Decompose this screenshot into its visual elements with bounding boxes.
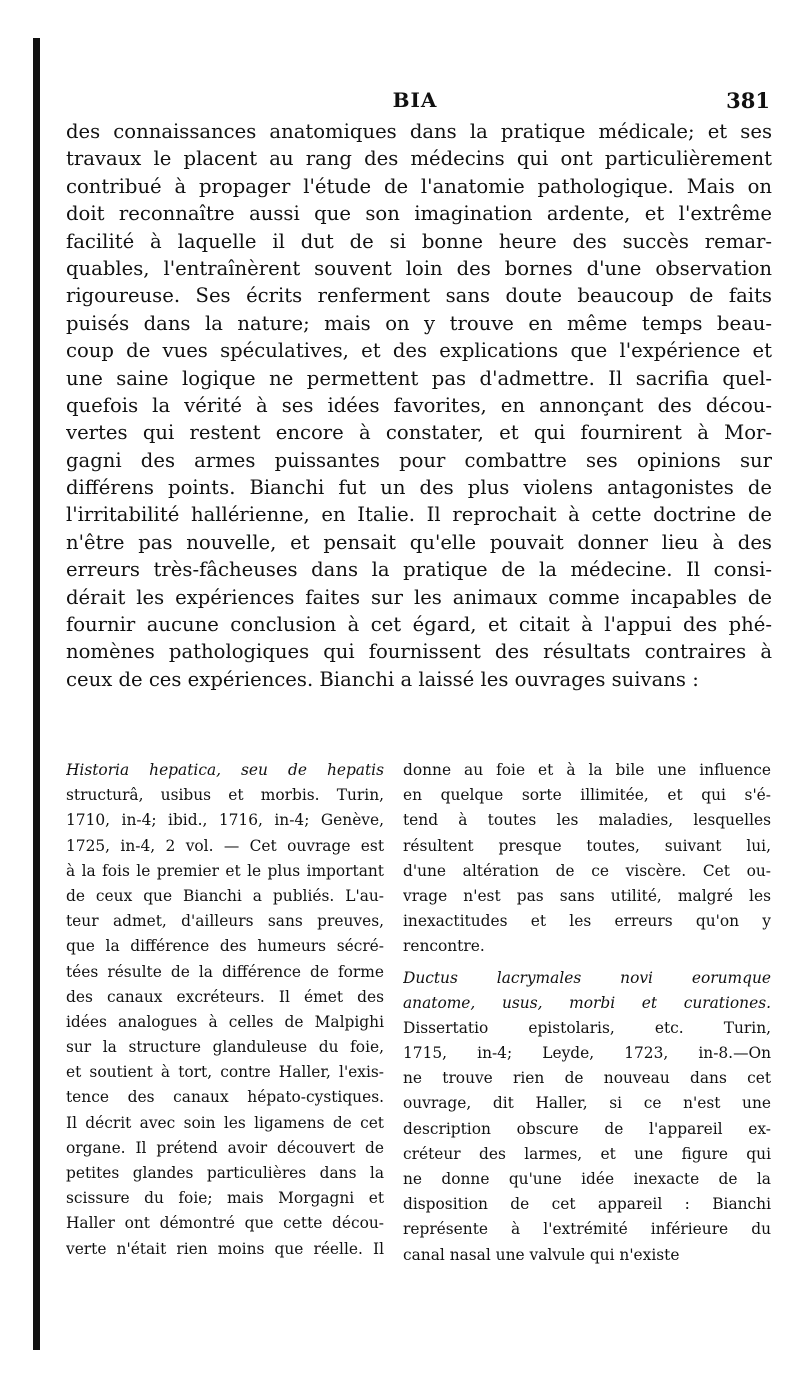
- text-line: des connaissances anatomiques dans la pratique médicale; et ses: [66, 120, 772, 143]
- column-line: résultent presque toutes, suivant lui,: [403, 836, 771, 855]
- column-line: de ceux que Bianchi a publiés. L'au-: [66, 886, 384, 905]
- text-line: erreurs très-fâcheuses dans la pratique de la médecine. Il consi-: [66, 558, 772, 582]
- column-line: donne au foie et à la bile une influence: [403, 761, 771, 779]
- column-line: anatome, usus, morbi et curationes.: [403, 993, 771, 1012]
- text-line: facilité à laquelle il dut de si bonne heure des succès remar-: [66, 229, 772, 253]
- text-line: contribué à propager l'étude de l'anatomie pathologique. Mais on: [66, 174, 772, 198]
- running-head: [60, 88, 770, 116]
- column-line: 1715, in-4; Leyde, 1723, in-8.—On: [403, 1044, 771, 1063]
- column-line: scissure du foie; mais Morgagni et: [66, 1189, 384, 1208]
- column-line: disposition de cet appareil : Bianchi: [403, 1195, 771, 1214]
- text-line: une saine logique ne permettent pas d'admettre. Il sacrifia quel-: [66, 366, 772, 390]
- column-line: tend à toutes les maladies, lesquelles: [403, 811, 771, 830]
- column-line: Il décrit avec soin les ligamens de cet: [66, 1113, 384, 1132]
- text-line: puisés dans la nature; mais on y trouve en même temps beau-: [66, 311, 772, 335]
- column-line: Dissertatio epistolaris, etc. Turin,: [403, 1018, 771, 1037]
- column-line: 1710, in-4; ibid., 1716, in-4; Genève,: [66, 811, 384, 830]
- column-line: petites glandes particulières dans la: [66, 1164, 384, 1182]
- column-line: que la différence des humeurs sécré-: [66, 937, 384, 956]
- text-line: différens points. Bianchi fut un des plus violens antagonistes de: [66, 476, 772, 500]
- page-number: 381: [726, 88, 770, 113]
- main-paragraph: [66, 118, 772, 693]
- text-line: nomènes pathologiques qui fournissent des résultats contraires à: [66, 640, 772, 664]
- column-line: organe. Il prétend avoir découvert de: [66, 1138, 384, 1157]
- column-line: teur admet, d'ailleurs sans preuves,: [66, 912, 384, 931]
- column-line: tence des canaux hépato-cystiques.: [66, 1088, 384, 1107]
- column-line: rencontre.: [403, 937, 485, 956]
- text-line: doit reconnaître aussi que son imagination ardente, et l'extrême: [66, 202, 772, 226]
- column-line: ne donne qu'une idée inexacte de la: [403, 1170, 771, 1188]
- left-column: [66, 758, 384, 1262]
- text-line: travaux le placent au rang des médecins qui ont particulièrement: [66, 147, 772, 171]
- text-line: quefois la vérité à ses idées favorites, en annonçant des décou-: [66, 393, 772, 417]
- text-line: dérait les expériences faites sur les animaux comme incapables de: [66, 585, 772, 609]
- column-line: Historia hepatica, seu de hepatis: [66, 761, 384, 779]
- column-line: Ductus lacrymales novi eorumque: [403, 968, 771, 987]
- binding-shadow: [33, 38, 40, 1350]
- column-line: description obscure de l'appareil ex-: [403, 1119, 771, 1138]
- text-line: vertes qui restent encore à constater, et qui fournirent à Mor-: [66, 421, 772, 445]
- column-line: sur la structure glanduleuse du foie,: [66, 1038, 384, 1057]
- column-line: d'une altération de ce viscère. Cet ou-: [403, 861, 771, 880]
- text-line: gagni des armes puissantes pour combattre ses opinions sur: [66, 448, 772, 472]
- column-line: représente à l'extrémité inférieure du: [403, 1220, 771, 1239]
- column-line: canal nasal une valvule qui n'existe: [403, 1245, 680, 1264]
- column-line: structurâ, usibus et morbis. Turin,: [66, 786, 384, 805]
- column-line: et soutient à tort, contre Haller, l'exis-: [66, 1063, 384, 1082]
- column-line: ne trouve rien de nouveau dans cet: [403, 1069, 771, 1088]
- right-column: [403, 758, 771, 1268]
- column-line: vrage n'est pas sans utilité, malgré les: [403, 886, 771, 905]
- text-line: l'irritabilité hallérienne, en Italie. Il reprochait à cette doctrine de: [66, 503, 772, 527]
- text-line: quables, l'entraînèrent souvent loin des bornes d'une observation: [66, 256, 772, 280]
- text-line: n'être pas nouvelle, et pensait qu'elle pouvait donner lieu à des: [66, 530, 772, 554]
- column-line: verte n'était rien moins que réelle. Il: [66, 1239, 384, 1258]
- column-line: idées analogues à celles de Malpighi: [66, 1012, 384, 1031]
- column-line: tées résulte de la différence de forme: [66, 962, 384, 981]
- column-line: en quelque sorte illimitée, et qui s'é-: [403, 786, 771, 805]
- text-line: ceux de ces expériences. Bianchi a laissé les ouvrages suivans :: [66, 667, 699, 691]
- text-line: rigoureuse. Ses écrits renferment sans doute beaucoup de faits: [66, 284, 772, 308]
- text-line: coup de vues spéculatives, et des explications que l'expérience et: [66, 339, 772, 363]
- column-line: Haller ont démontré que cette décou-: [66, 1214, 384, 1233]
- running-title: BIA: [392, 88, 438, 112]
- text-line: fournir aucune conclusion à cet égard, et citait à l'appui des phé-: [66, 613, 772, 637]
- column-line: ouvrage, dit Haller, si ce n'est une: [403, 1094, 771, 1113]
- column-line: à la fois le premier et le plus important: [66, 861, 384, 880]
- column-line: des canaux excréteurs. Il émet des: [66, 987, 384, 1006]
- column-line: créteur des larmes, et une figure qui: [403, 1144, 771, 1163]
- column-line: 1725, in-4, 2 vol. — Cet ouvrage est: [66, 836, 384, 855]
- column-line: inexactitudes et les erreurs qu'on y: [403, 912, 771, 931]
